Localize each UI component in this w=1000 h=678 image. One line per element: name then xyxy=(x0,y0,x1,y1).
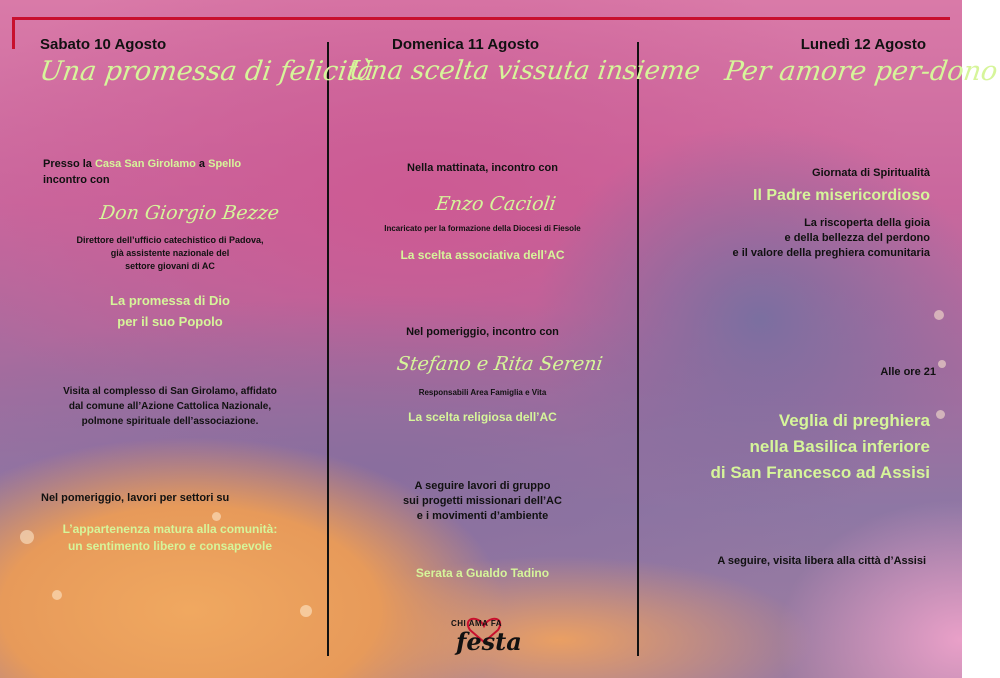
day1-speaker-role: Direttore dell’ufficio catechistico di Padova, già assistente nazionale del settore giovani di AC xyxy=(76,235,264,271)
day2-date: Domenica 11 Agosto xyxy=(392,36,539,53)
day2-speaker1-role: Incaricato per la formazione della Diocesi di Fiesole xyxy=(384,224,581,233)
day2-theme: Una scelta vissuta insieme xyxy=(346,56,703,86)
frame-left-line xyxy=(12,17,15,49)
day2-evening: Serata a Gualdo Tadino xyxy=(415,566,550,580)
day1-intro-city: Spello xyxy=(208,158,242,170)
day1-afternoon: Nel pomeriggio, lavori per settori su xyxy=(41,492,230,504)
day3-spirit-day: Giornata di Spiritualità xyxy=(812,167,930,179)
column-divider-2 xyxy=(637,42,639,656)
day3-title: Il Padre misericordioso xyxy=(753,187,930,204)
day1-intro-line2: incontro con xyxy=(43,174,110,186)
day2-speaker2-role: Responsabili Area Famiglia e Vita xyxy=(418,388,547,397)
day3-after: A seguire, visita libera alla città d’Assisi xyxy=(717,555,926,567)
day1-talk: La promessa di Dio per il suo Popolo xyxy=(110,293,230,329)
day1-afternoon-topic: L’appartenenza matura alla comunità: un sentimento libero e consapevole xyxy=(62,522,278,553)
logo-top-text: CHI AMA FA xyxy=(451,619,503,628)
frame-top-line xyxy=(12,17,950,20)
day3-theme: Per amore per-dono xyxy=(722,56,1000,87)
logo-bottom-text: festa xyxy=(456,627,522,656)
decor-bokeh xyxy=(934,310,944,320)
day1-theme: Una promessa di felicità xyxy=(37,56,376,87)
day1-visit: Visita al complesso di San Girolamo, affidato dal comune all’Azione Cattolica Nazionale, polmone spirituale dell’associazione. xyxy=(63,386,277,427)
decor-bokeh xyxy=(936,410,945,419)
column-divider-1 xyxy=(327,42,329,656)
day2-morning: Nella mattinata, incontro con xyxy=(407,162,558,174)
day2-talk1: La scelta associativa dell’AC xyxy=(400,248,565,262)
event-logo xyxy=(448,612,522,662)
day1-date: Sabato 10 Agosto xyxy=(40,36,167,53)
day3-vigil: Veglia di preghiera nella Basilica inferiore di San Francesco ad Assisi xyxy=(710,411,930,482)
day2-groups: A seguire lavori di gruppo sui progetti missionari dell’AC e i movimenti d’ambiente xyxy=(403,480,562,522)
day2-speaker1: Enzo Cacioli xyxy=(434,193,558,215)
decor-bokeh xyxy=(52,590,62,600)
day1-intro-place: Casa San Girolamo xyxy=(94,158,196,170)
day3-date: Lunedì 12 Agosto xyxy=(800,36,926,53)
day2-speaker2: Stefano e Rita Sereni xyxy=(395,353,605,375)
decor-bokeh xyxy=(300,605,312,617)
day2-talk2: La scelta religiosa dell’AC xyxy=(408,410,557,424)
decor-bokeh xyxy=(938,360,946,368)
decor-bokeh xyxy=(212,512,221,521)
day2-afternoon: Nel pomeriggio, incontro con xyxy=(406,326,559,338)
day1-speaker: Don Giorgio Bezze xyxy=(98,202,281,224)
day3-time: Alle ore 21 xyxy=(880,366,936,378)
day3-description: La riscoperta della gioia e della bellezza del perdono e il valore della preghiera comunitaria xyxy=(732,217,930,259)
day1-intro: Presso la Casa San Girolamo a Spello xyxy=(43,158,242,170)
